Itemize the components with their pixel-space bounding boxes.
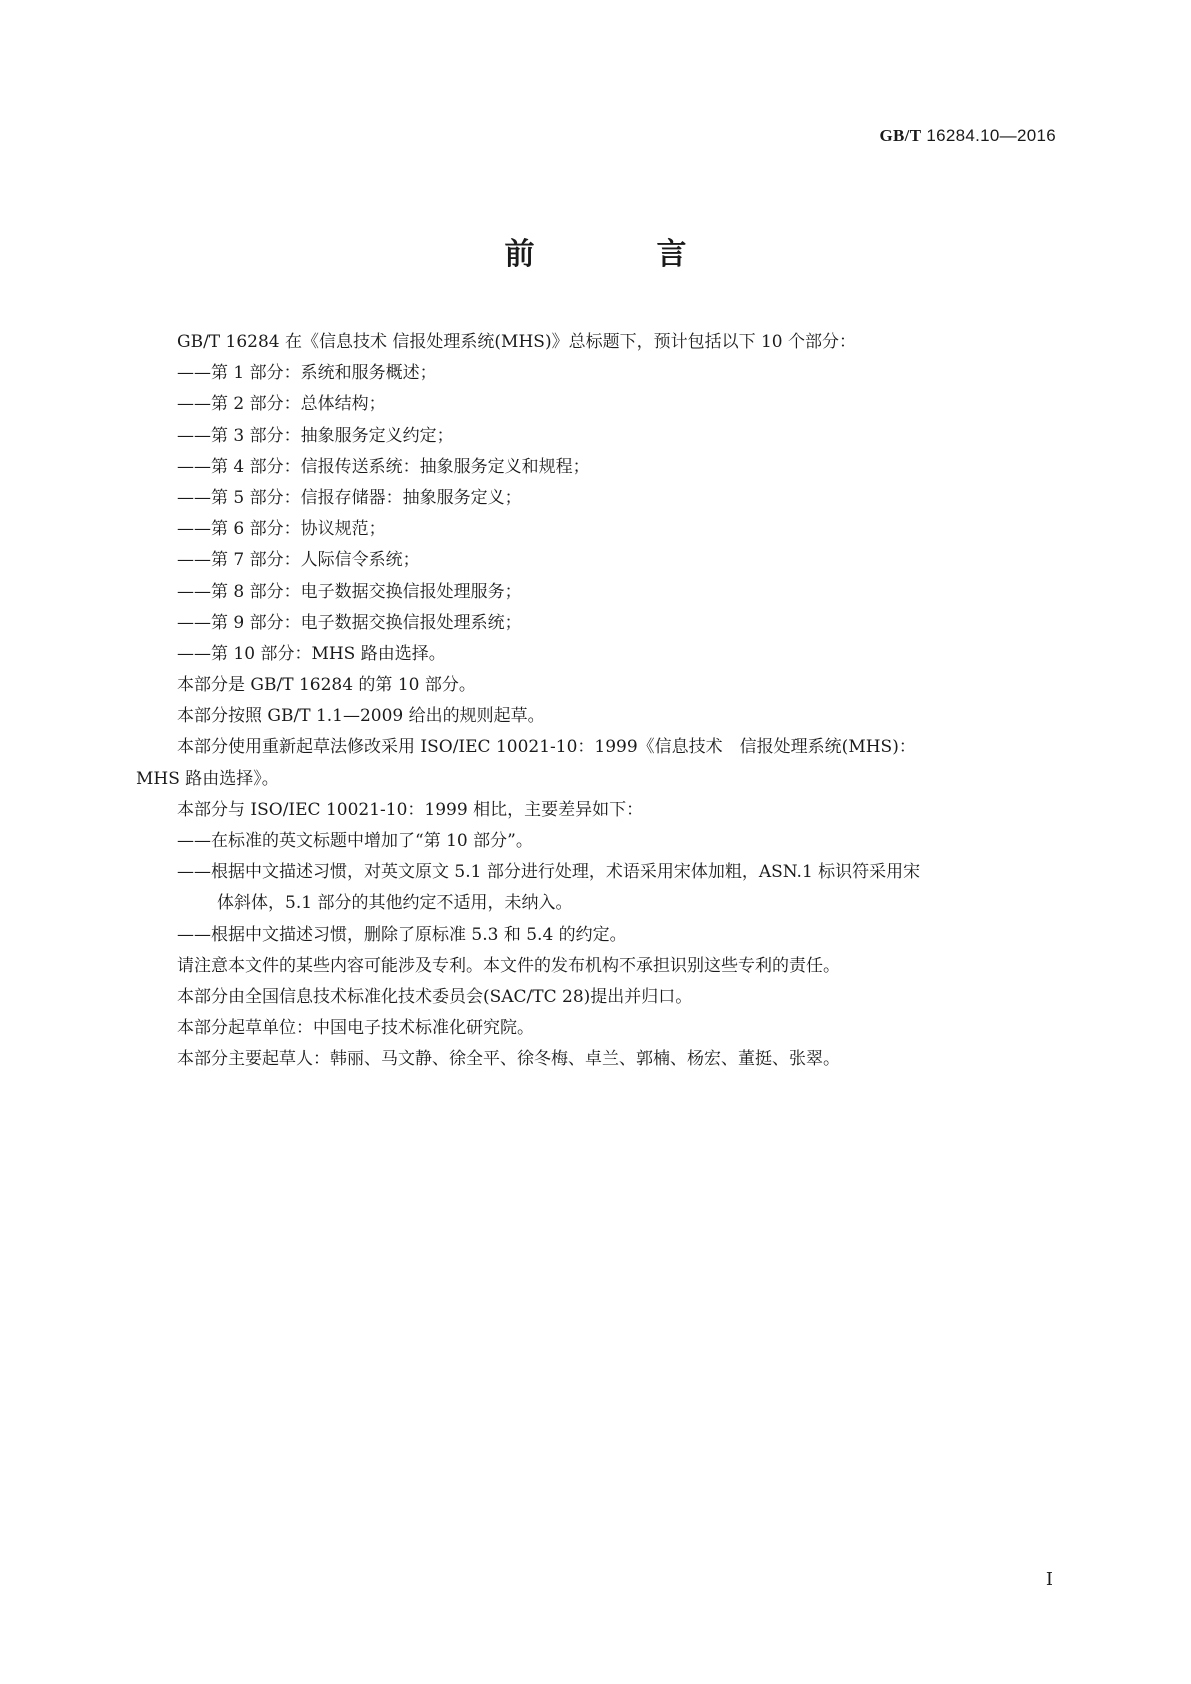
patent-notice: 请注意本文件的某些内容可能涉及专利。本文件的发布机构不承担识别这些专利的责任。: [177, 955, 840, 976]
standard-prefix: GB/T: [879, 126, 922, 145]
list-item: ——第 9 部分：电子数据交换信报处理系统；: [177, 612, 522, 633]
list-item: ——第 2 部分：总体结构；: [177, 394, 386, 415]
difference-item: ——根据中文描述习惯，对英文原文 5.1 部分进行处理，术语采用宋体加粗，ASN.1 标识符采用宋: [177, 862, 921, 883]
list-item: ——第 8 部分：电子数据交换信报处理服务；: [177, 581, 522, 602]
adoption-paragraph-line-2: MHS 路由选择》。: [136, 768, 279, 789]
drafting-rule-paragraph: 本部分按照 GB/T 1.1—2009 给出的规则起草。: [177, 706, 545, 727]
page-title: 前 言: [504, 237, 733, 272]
list-item: ——第 7 部分：人际信令系统；: [177, 550, 420, 571]
list-item: ——第 6 部分：协议规范；: [177, 519, 386, 540]
list-item: ——第 5 部分：信报存储器：抽象服务定义；: [177, 487, 522, 508]
this-part-paragraph: 本部分是 GB/T 16284 的第 10 部分。: [177, 675, 476, 696]
list-item: ——第 3 部分：抽象服务定义约定；: [177, 425, 454, 446]
differences-intro: 本部分与 ISO/IEC 10021-10：1999 相比，主要差异如下：: [177, 799, 644, 820]
standard-code: [880, 126, 1056, 146]
list-item: ——第 1 部分：系统和服务概述；: [177, 363, 437, 384]
standard-number: 16284.10—2016: [926, 126, 1056, 145]
list-item: ——第 10 部分：MHS 路由选择。: [177, 643, 446, 664]
difference-item: ——根据中文描述习惯，删除了原标准 5.3 和 5.4 的约定。: [177, 924, 627, 945]
drafters-paragraph: 本部分主要起草人：韩丽、马文静、徐全平、徐冬梅、卓兰、郭楠、杨宏、董挺、张翠。: [177, 1049, 840, 1070]
difference-item-continuation: 体斜体，5.1 部分的其他约定不适用，未纳入。: [217, 893, 573, 914]
list-item: ——第 4 部分：信报传送系统：抽象服务定义和规程；: [177, 456, 590, 477]
adoption-paragraph-line-1: 本部分使用重新起草法修改采用 ISO/IEC 10021-10：1999《信息技术 信报处理系统(MHS)：: [177, 737, 916, 758]
intro-paragraph: GB/T 16284 在《信息技术 信报处理系统(MHS)》总标题下，预计包括以下 10 个部分：: [177, 332, 857, 352]
drafting-unit-paragraph: 本部分起草单位：中国电子技术标准化研究院。: [177, 1018, 534, 1039]
proposer-paragraph: 本部分由全国信息技术标准化技术委员会(SAC/TC 28)提出并归口。: [177, 986, 693, 1007]
difference-item: ——在标准的英文标题中增加了“第 10 部分”。: [177, 831, 533, 851]
foreword-body: [136, 327, 1070, 1076]
page-number: I: [1045, 1569, 1053, 1590]
